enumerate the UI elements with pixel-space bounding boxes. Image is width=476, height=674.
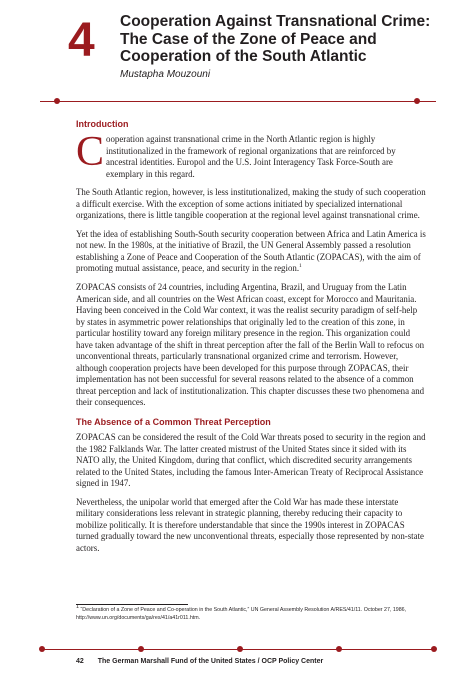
threat-paragraph-2: Nevertheless, the unipolar world that emerged after the Cold War has made these interstate military considerations less relevant in strategic planning, thereby reducing their capacity to mobilize politically. It is therefore understandable that since the 1990s interest in ZOPACAS turned gradually toward the new unconventional threats, especially those represented by non-state actors.	[76, 496, 424, 553]
intro-paragraph-1-text: ooperation against transnational crime in the North Atlantic region is highly institutionalized in the framework of regional organizations that are reinforced by ancestral identities. Europol and the U.S. Joint Interagency Task Force-South are exemplary in this regard.	[106, 134, 396, 179]
footnote-reference[interactable]: 1	[299, 263, 302, 270]
footer-rule-dot-2	[138, 646, 144, 652]
header-rule-dot-left	[54, 98, 60, 104]
intro-paragraph-4: ZOPACAS consists of 24 countries, including Argentina, Brazil, and Uruguay from the Latin American side, and all countries on the West African coast, except for Morocco and Mauritania. Having been conceived in the Cold War context, it was the realist security paradigm of self-help by states in asymmetric power relationships that originally led to the creation of this zone, in particular hostility toward any foreign military presence in the region. This organization could have taken advantage of the shift in threat perception after the fall of the Berlin Wall to refocus on unconventional threats, particularly transnational organized crime and terrorism. However, although cooperation projects have been developed for this purpose through ZOPACAS, their implementation has not been successful for several reasons related to the absence of a common threat perception and lack of institutionalization. This chapter discusses these two phenomena and their consequences.	[76, 282, 425, 408]
footer-rule-dot-1	[39, 646, 45, 652]
footer-rule-dot-4	[336, 646, 342, 652]
publisher-name: The German Marshall Fund of the United States / OCP Policy Center	[97, 658, 324, 665]
intro-paragraph-2: The South Atlantic region, however, is less institutionalized, making the study of such cooperation a difficult exercise. With the exception of some actions initiated by specialized international organizations, there is little tangible cooperation at the regional level against transnational crime.	[76, 187, 426, 221]
section-heading-introduction: Introduction	[76, 119, 129, 129]
threat-paragraph-1: ZOPACAS can be considered the result of the Cold War threats posed to security in the region and the 1982 Falklands War. The latter created mistrust of the United States since it sided with its NATO ally, the United Kingdom, during that conflict, which discredited security arrangements related to the United States, including the famous Inter-American Treaty of Reciprocal Assistance signed in 1947.	[76, 432, 426, 489]
footnote-text: “Declaration of a Zone of Peace and Co-operation in the South Atlantic,” UN General Assembly Resolution A/RES/41/11. October 27, 1986, http://www.un.org/documents/ga/res/41/a41r011.htm.	[76, 607, 407, 621]
footnote-rule	[76, 604, 188, 605]
footnote	[76, 604, 426, 622]
section-heading-threat: The Absence of a Common Threat Perception	[76, 417, 271, 428]
intro-paragraph-1	[76, 129, 426, 180]
page-number: 42	[76, 658, 84, 665]
chapter-author: Mustapha Mouzouni	[120, 69, 211, 80]
header-rule	[40, 101, 436, 102]
intro-paragraph-3-text: Yet the idea of establishing South-South security cooperation between Africa and Latin America is not new. In the 1980s, at the initiative of Brazil, the UN General Assembly passed a resolution establishing a Zone of Peace and Cooperation of the South Atlantic (ZOPACAS), with the aim of promoting mutual assistance, peace, and security in the region.	[76, 228, 426, 274]
intro-paragraph-3	[76, 229, 426, 275]
footer-rule-dot-3	[237, 646, 243, 652]
footnote-number: 1	[76, 604, 80, 611]
drop-cap: C	[76, 129, 105, 175]
chapter-number: 4	[68, 14, 95, 67]
header-rule-dot-right	[414, 98, 420, 104]
chapter-title: Cooperation Against Transnational Crime: The Case of the Zone of Peace and Cooperation of the South Atlantic	[120, 13, 431, 65]
article-body	[76, 118, 426, 562]
page-footer	[76, 658, 323, 665]
footer-rule-dot-5	[431, 646, 437, 652]
